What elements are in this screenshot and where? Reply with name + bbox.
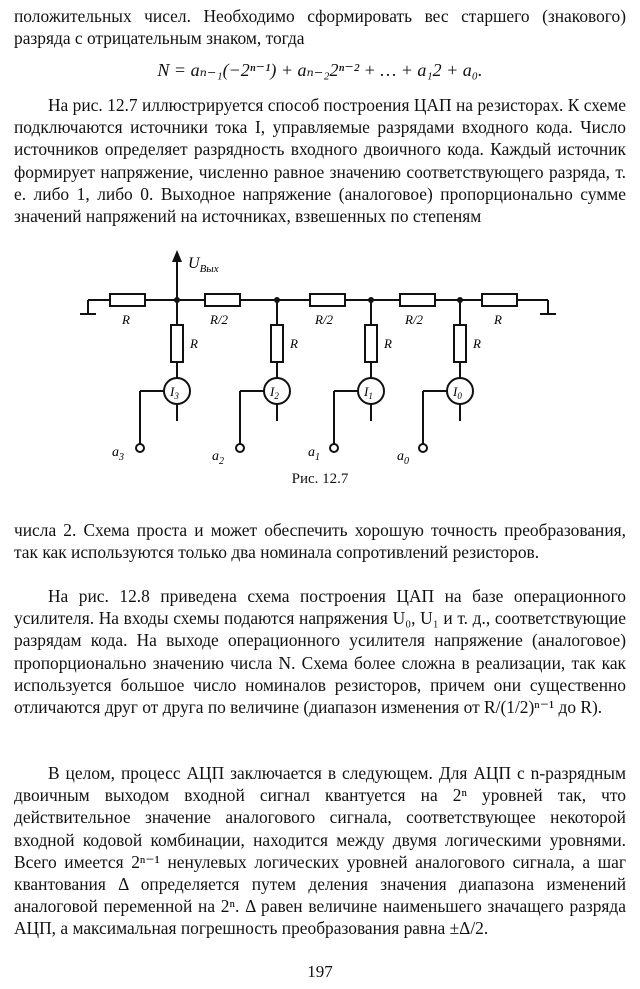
label-resistor: R/2 xyxy=(405,312,424,327)
figure-caption: Рис. 12.7 xyxy=(291,471,349,487)
label-source-i2: $I_2$ xyxy=(270,384,279,401)
paragraph-dac-intro: На рис. 12.7 иллюстрируется способ построения ЦАП на резисторах. К схеме подключаются источники тока I, управляемые разрядами входного кода. Число источников определяет разрядность входного двоичного кода. Каждый источник формирует напряжение, численно равное значению соответствующего разряда, т. е. либо 1, либо 0. Выходное напряжение (аналоговое) пропорционально сумме значений напряжений на источниках, взвешенных по степеням xyxy=(14,95,626,227)
resistor-series xyxy=(482,294,517,306)
label-source-i0: $I_0$ xyxy=(453,384,462,401)
label-resistor: R xyxy=(190,336,198,351)
paragraph-opamp-dac: На рис. 12.8 приведена схема построения ЦАП на базе операционного усилителя. На входы схемы подаются напряжения U₀, U₁ и т. д., соответствующие разрядам кода. На выходе операционного усилителя напряжение (аналоговое) пропорционально значению числа N. Схема более сложна в реализации, так как используется большое число номиналов резисторов, причем они существенно отличаются друг от друга по величине (диапазон изменения от R/(1/2)ⁿ⁻¹ до R). xyxy=(14,586,626,718)
label-input-a2: $a_2$ xyxy=(212,449,224,467)
label-resistor: R xyxy=(494,312,502,327)
paragraph-adc: В целом, процесс АЦП заключается в следующем. Для АЦП с n-разрядным двоичным выходом входной сигнал квантуется на 2ⁿ уровней так, что действительное значение аналогового сигнала, соответствующее некоторой входной кодовой комбинации, находится между двумя логическими уровнями. Всего имеется 2ⁿ⁻¹ ненулевых логических уровней аналогового сигнала, а шаг квантования Δ определяется путем деления значения диапазона изменений аналоговой переменной на 2ⁿ. Δ равен величине наименьшего значащего разряда АЦП, а максимальная погрешность преобразования равна ±Δ/2. xyxy=(14,763,626,939)
arrow-up-icon xyxy=(172,250,182,262)
formula-N: N = aₙ₋₁(−2ⁿ⁻¹) + aₙ₋₂2ⁿ⁻² + … + a₁2 + a₀. xyxy=(157,60,483,80)
label-resistor: R/2 xyxy=(315,312,334,327)
paragraph-dac-conclusion: числа 2. Схема проста и может обеспечить хорошую точность преобразования, так как используются только два номинала сопротивлений резисторов. xyxy=(14,520,626,563)
label-source-i3: $I_3$ xyxy=(170,384,179,401)
label-source-i1: $I_1$ xyxy=(364,384,373,401)
resistor-series xyxy=(310,294,345,306)
page-number: 197 xyxy=(307,962,333,981)
resistor-series xyxy=(400,294,435,306)
paragraph-top: положительных чисел. Необходимо сформировать вес старшего (знакового) разряда с отрицательным знаком, тогда xyxy=(14,6,626,49)
resistor-series xyxy=(110,294,145,306)
figure-12-7-resistor-dac xyxy=(70,248,600,473)
label-resistor: R/2 xyxy=(210,312,229,327)
label-input-a1: $a_1$ xyxy=(308,445,320,463)
label-input-a3: $a_3$ xyxy=(112,445,124,463)
label-resistor: R xyxy=(122,312,130,327)
label-u-out: $U_{Вых}$ xyxy=(188,255,219,275)
resistor-series xyxy=(205,294,240,306)
label-resistor: R xyxy=(290,336,298,351)
label-resistor: R xyxy=(384,336,392,351)
label-input-a0: $a_0$ xyxy=(397,449,409,467)
label-resistor: R xyxy=(473,336,481,351)
